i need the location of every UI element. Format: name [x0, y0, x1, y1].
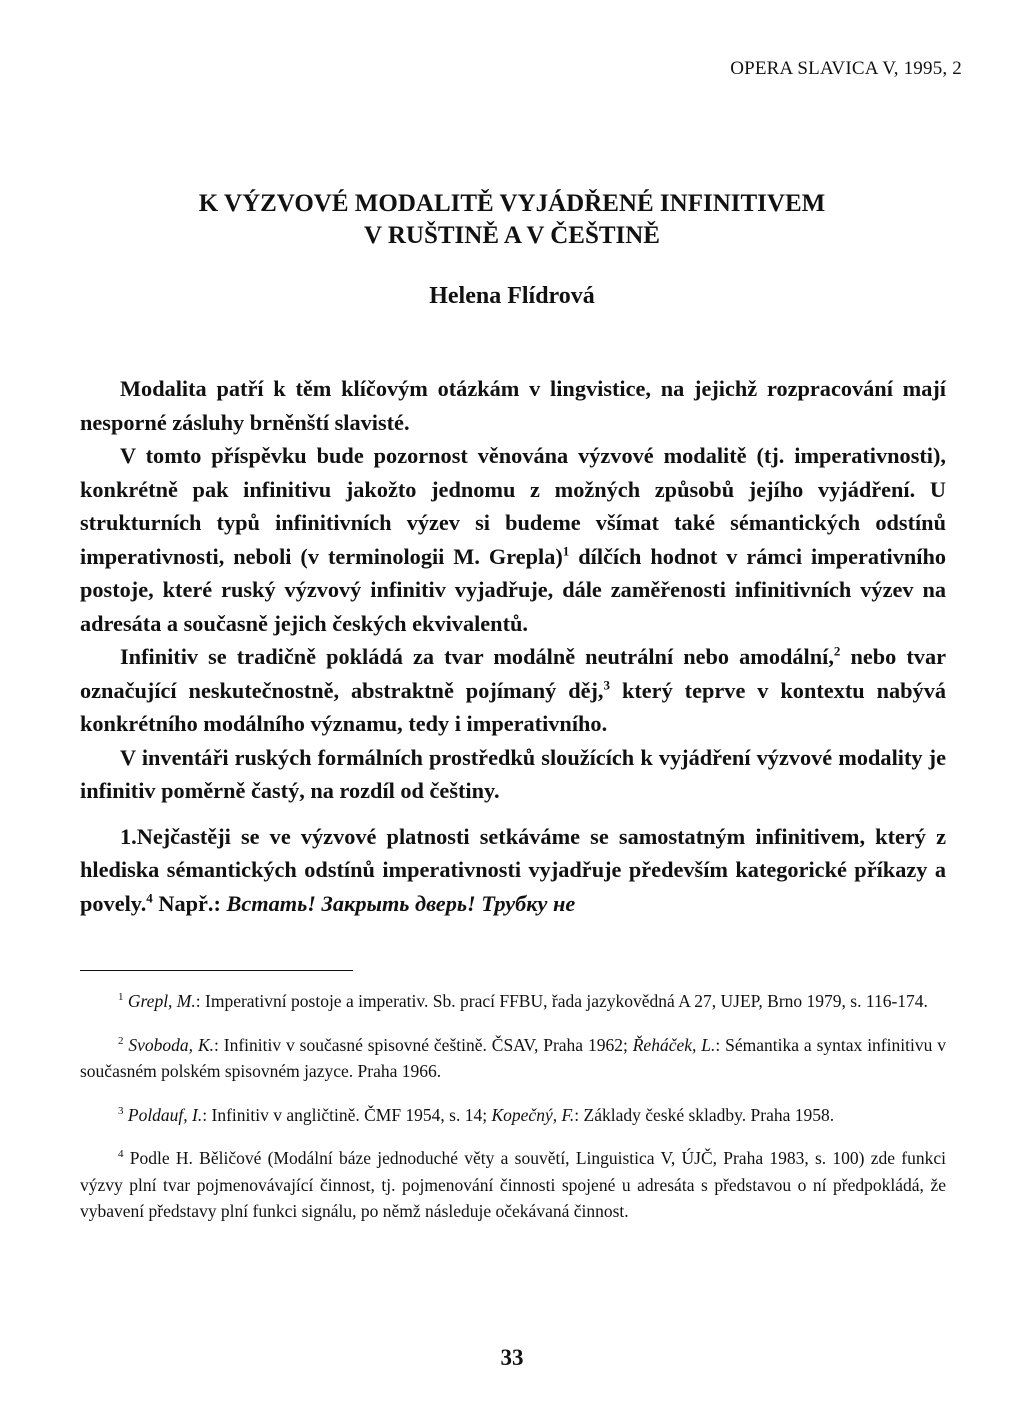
footnote-4 — [80, 1145, 946, 1225]
footnote-author: Svoboda, K. — [128, 1034, 214, 1055]
footnote-text-2: : Základy české skladby. Praha 1958. — [574, 1104, 835, 1125]
footnote-1 — [80, 988, 946, 1015]
footnote-3 — [80, 1102, 946, 1129]
article-body — [80, 372, 946, 920]
footnote-author: Grepl, M. — [127, 991, 196, 1011]
page-number: 33 — [500, 1345, 524, 1370]
article-title — [0, 188, 1024, 252]
paragraph-3-text-c: který teprve v kontextu nabývá konkrétního modálního významu, tedy i imperativního. — [80, 677, 946, 736]
paragraph-2-text-a: V tomto příspěvku bude pozornost věnována výzvové modalitě (tj. imperativnosti), konkrétně pak infinitivu jakožto jednomu z možných způsobů jejího vyjádření. U strukturních typů infinitivních výzev si budeme všímat také sémantických odstínů imperativnosti, neboli (v terminologii M. Grepla) — [80, 443, 946, 569]
footnote-author-2: Kopečný, F. — [491, 1104, 575, 1125]
paragraph-5 — [80, 820, 946, 921]
paragraph-5-text-b: Např.: — [152, 890, 227, 916]
footnote-ref-3: 3 — [603, 677, 610, 693]
paragraph-5-text-a: 1.Nejčastěji se ve výzvové platnosti setkáváme se samostatným infinitivem, který z hlediska sémantických odstínů imperativnosti vyjadřuje především kategorické příkazy a povely. — [80, 823, 946, 916]
footnote-ref-1: 1 — [562, 543, 570, 559]
footnote-author: Poldauf, I. — [127, 1104, 203, 1125]
paragraph-2-text-b: dílčích hodnot v rámci imperativního postoje, které ruský výzvový infinitiv vyjadřuje, dále zaměřenosti infinitivních výzev na adresáta a současně jejich českých ekvivalentů. — [80, 543, 946, 636]
footnote-author-2: Řeháček, L. — [632, 1034, 716, 1055]
paragraph-1: Modalita patří k těm klíčovým otázkám v lingvistice, na jejichž rozpracování mají nesporné zásluhy brněnští slavisté. — [80, 376, 946, 435]
footnote-number: 3 — [118, 1104, 124, 1117]
footnote-number: 2 — [118, 1034, 124, 1047]
paragraph-3 — [80, 640, 946, 741]
footnote-divider — [80, 970, 353, 971]
footnote-number: 4 — [118, 1148, 124, 1161]
footnote-ref-4: 4 — [146, 890, 153, 906]
footnote-text: : Imperativní postoje a imperativ. Sb. prací FFBU, řada jazykovědná A 27, UJEP, Brno 1979, s. 116-174. — [195, 991, 928, 1011]
title-line-1: K VÝZVOVÉ MODALITĚ VYJÁDŘENÉ INFINITIVEM — [198, 190, 826, 217]
footnote-ref-2: 2 — [833, 643, 841, 659]
running-head: OPERA SLAVICA V, 1995, 2 — [730, 58, 962, 79]
paragraph-4: V inventáři ruských formálních prostředků sloužících k vyjádření výzvové modality je infinitiv poměrně častý, na rozdíl od češtiny. — [80, 744, 946, 803]
footnotes — [80, 988, 946, 1242]
paragraph-3-text-a: Infinitiv se tradičně pokládá za tvar modálně neutrální nebo amodální, — [120, 644, 834, 669]
title-line-2: V RUŠTINĚ A V ČEŠTINĚ — [364, 222, 660, 249]
paragraph-3-text-b: nebo tvar označující neskutečnostně, abstraktně pojímaný děj, — [80, 644, 946, 703]
footnote-text-2: : Sémantika a syntax infinitivu v současném polském spisovném jazyce. Praha 1966. — [80, 1034, 946, 1081]
footnote-2 — [80, 1032, 946, 1085]
author-name: Helena Flídrová — [429, 283, 595, 309]
paragraph-2 — [80, 439, 946, 640]
footnote-number: 1 — [118, 991, 124, 1004]
footnote-text: Podle H. Běličové (Modální báze jednoduché věty a souvětí, Linguistica V, ÚJČ, Praha 1983, s. 100) zde funkci výzvy plní tvar pojmenovávající činnost, tj. pojmenování činnosti spojené u adresáta s představou o ní předpokládá, že vybavení představy plní funkci signálu, po němž následuje očekávaná činnost. — [80, 1148, 947, 1221]
footnote-text: : Infinitiv v současné spisovné češtině. ČSAV, Praha 1962; — [214, 1034, 633, 1055]
footnote-text: : Infinitiv v angličtině. ČMF 1954, s. 14; — [202, 1104, 492, 1125]
russian-example: Встать! Закрыть дверь! Трубку не — [226, 890, 576, 916]
